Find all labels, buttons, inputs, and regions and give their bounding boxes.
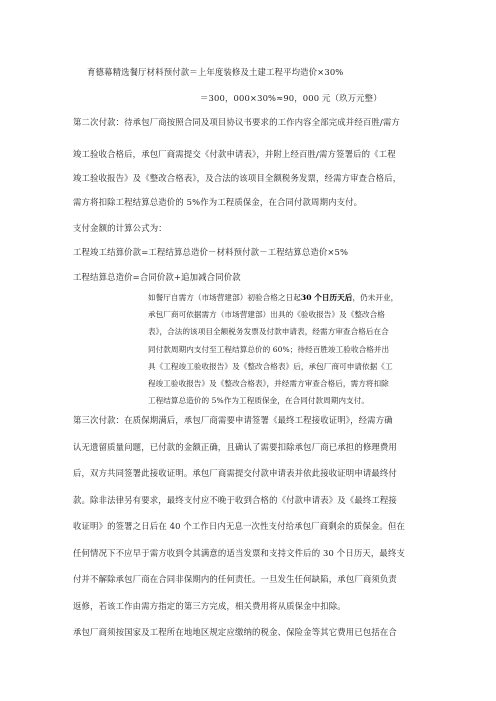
- paragraph-line: 需方将扣除工程结算总造价的 5%作为工程质保金，在合同付款周期内支付。: [73, 197, 363, 207]
- paragraph-line: 认无遗留质量问题，已付款的金额正确，且确认了需要扣除承包厂商已承担的修理费用: [73, 442, 397, 452]
- note-line: 表》，合法的该项目全额税务发票及付款申请表，经需方审查合格后在合: [148, 327, 389, 336]
- paragraph-line: 付并不解除承包厂商在合同非保期内的任何责任。一旦发生任何缺陷，承包厂商须负责: [73, 574, 397, 584]
- note-line: 具《工程竣工验收报告》及《整改合格表》后，承包厂商可申请依据《工: [148, 362, 393, 371]
- note-line: 工程结算总造价的 5%作为工程质保金，在合同付款周期内支付。: [148, 396, 369, 405]
- paragraph-line: 承包厂商须按国家及工程所在地地区规定应缴纳的税金、保险金等其它费用已包括在合: [73, 627, 397, 637]
- paragraph-line: 任何情况下不应早于需方收到令其满意的适当发票和支持文件后的 30 个日历天，最终支: [73, 548, 406, 558]
- emphasis-text: 30 个日历天后: [300, 293, 353, 302]
- note-line-1: 如餐厅自需方（市场营建部）初验合格之日起30 个日历天后，仍未开业，: [148, 293, 399, 302]
- calc-heading: 支付金额的计算公式为：: [73, 223, 167, 233]
- note-line: 程竣工验收报告》及《整改合格表》，并经需方审查合格后，需方将扣除: [148, 379, 389, 388]
- formula-line-1: 育德幕精选餐厅材料预付款＝上年度装修及土建工程平均造价×30%: [87, 67, 344, 77]
- paragraph-line: 收证明》的签署之日后在 40 个工作日内无息一次性支付给承包厂商剩余的质保金。但在: [73, 521, 406, 531]
- total-formula: 工程结算总造价=合同价款+追加减合同价款: [73, 272, 241, 282]
- paragraph-line: 返修，若该工作由需方指定的第三方完成，相关费用将从质保金中扣除。: [73, 601, 346, 611]
- paragraph-line: 竣工验收报告》及《整改合格表》，及合法的该项目全额税务发票，经需方审查合格后，: [73, 173, 402, 183]
- settlement-formula: 工程竣工结算价款=工程结算总造价－材料预付款－工程结算总造价×5%: [73, 247, 349, 257]
- note-line: 同付款周期内支付至工程结算总价的 60%；待经百胜竣工验收合格并出: [148, 345, 390, 354]
- note-line: 承包厂商可依据需方（市场营建部）出具的《验收报告》及《整改合格: [148, 310, 385, 319]
- paragraph-line: 第三次付款：在质保期满后，承包厂商需要申请签署《最终工程接收证明》，经需方确: [73, 415, 393, 425]
- formula-line-2: ＝300，000×30%≈90，000 元（玖万元整）: [200, 93, 382, 103]
- paragraph-line: 款。除非法律另有要求，最终支付应不晚于收到合格的《付款申请表》及《最终工程接: [73, 495, 397, 505]
- paragraph-line: 竣工验收合格后，承包厂商需提交《付款申请表》，并附上经百胜/需方签署后的《工程: [73, 149, 396, 159]
- paragraph-line: 后，双方共同签署此接收证明。承包厂商需提交付款申请表并依此接收证明申请最终付: [73, 468, 397, 478]
- paragraph-line: 第二次付款：待承包厂商按照合同及项目协议书要求的工作内容全部完成并经百胜/需方: [73, 117, 400, 127]
